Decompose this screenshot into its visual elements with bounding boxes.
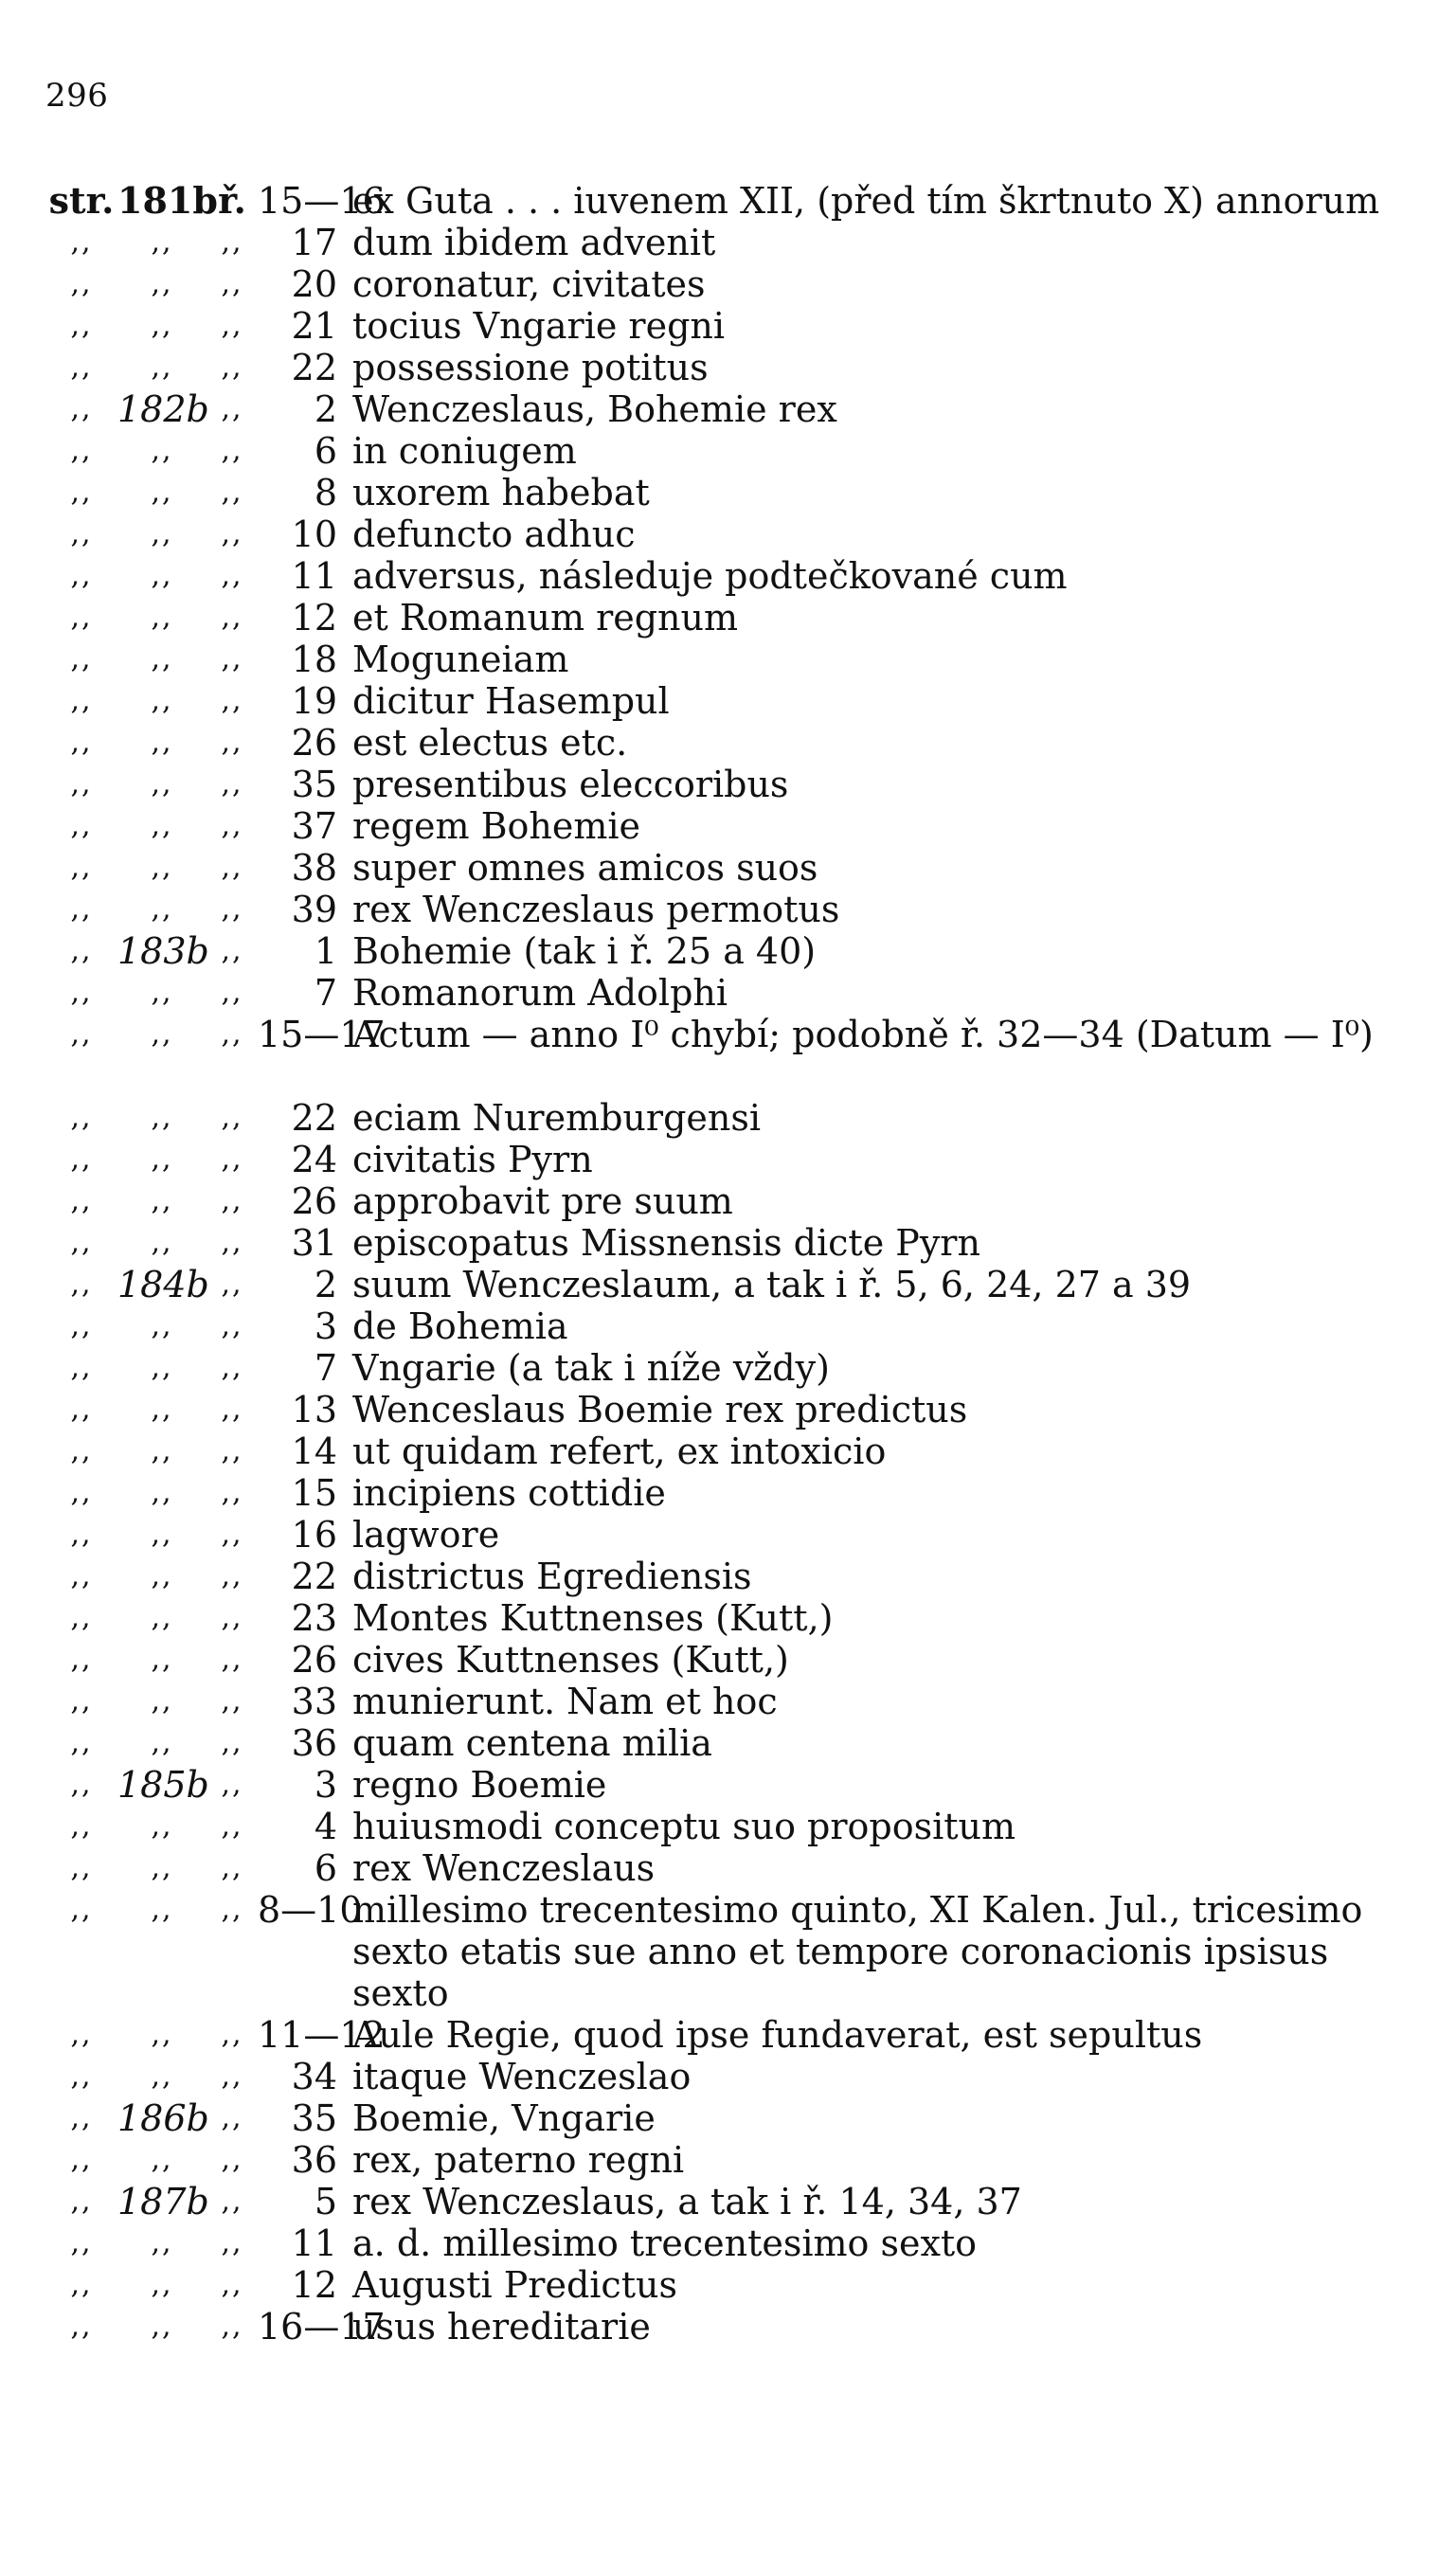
- ditto-mark: ,,: [221, 2143, 243, 2176]
- ditto-mark: ,,: [221, 726, 243, 759]
- apparatus-entry: [45, 1681, 1414, 1722]
- apparatus-entry: [45, 2097, 1414, 2139]
- apparatus-text: in coniugem: [352, 430, 577, 472]
- line-number: 2: [314, 388, 337, 430]
- apparatus-text: Actum — anno I⁰ chybí; podobně ř. 32—34 (Datum — I⁰): [352, 1014, 1374, 1055]
- line-number: 20: [291, 263, 337, 305]
- ditto-mark: ,,: [70, 1809, 93, 1843]
- ditto-mark: ,,: [221, 517, 243, 550]
- ditto-mark: ,,: [151, 1809, 173, 1843]
- apparatus-text: et Romanum regnum: [352, 597, 739, 639]
- ditto-mark: ,,: [221, 1268, 243, 1301]
- apparatus-text: Wenczeslaus, Bohemie rex: [352, 388, 837, 430]
- ditto-mark: ,,: [70, 976, 93, 1009]
- apparatus-text: rex Wenczeslaus permotus: [352, 889, 840, 930]
- apparatus-entry: [45, 347, 1414, 388]
- apparatus-text: millesimo trecentesimo quinto, XI Kalen. Jul., tricesimo sexto etatis sue anno et tempore coronacionis ipsisus sexto: [352, 1889, 1363, 2014]
- apparatus-entry: [45, 1097, 1414, 1139]
- ditto-mark: ,,: [151, 351, 173, 384]
- line-number: 7: [314, 972, 337, 1014]
- apparatus-text: Bohemie (tak i ř. 25 a 40): [352, 930, 817, 972]
- ditto-mark: ,,: [70, 851, 93, 884]
- line-number: 3: [314, 1764, 337, 1806]
- line-number: 37: [291, 805, 337, 847]
- ditto-mark: ,,: [151, 267, 173, 300]
- line-number: 2: [314, 1264, 337, 1305]
- ditto-mark: ,,: [221, 934, 243, 967]
- apparatus-entry: [45, 2264, 1414, 2306]
- folio-reference: 185b: [117, 1764, 209, 1806]
- ditto-mark: ,,: [221, 2060, 243, 2093]
- apparatus-entry: [45, 1430, 1414, 1472]
- ditto-mark: ,,: [151, 1684, 173, 1718]
- ditto-mark: ,,: [221, 1851, 243, 1884]
- ditto-mark: ,,: [221, 892, 243, 926]
- line-number: 11: [291, 555, 337, 597]
- apparatus-entry: [45, 2056, 1414, 2097]
- ditto-mark: ,,: [221, 559, 243, 592]
- apparatus-text: coronatur, civitates: [352, 263, 706, 305]
- ditto-mark: ,,: [70, 642, 93, 675]
- ditto-mark: ,,: [151, 1518, 173, 1551]
- ditto-mark: ,,: [70, 1434, 93, 1467]
- apparatus-text: usus hereditarie: [352, 2306, 651, 2348]
- line-number: 26: [291, 1639, 337, 1681]
- apparatus-text: munierunt. Nam et hoc: [352, 1681, 778, 1722]
- line-number: 38: [291, 847, 337, 889]
- ditto-mark: ,,: [221, 2018, 243, 2051]
- line-number: 36: [291, 2139, 337, 2181]
- apparatus-text: incipiens cottidie: [352, 1472, 666, 1514]
- ditto-mark: ,,: [151, 1476, 173, 1509]
- folio-reference: 184b: [117, 1264, 209, 1305]
- ditto-mark: ,,: [221, 1684, 243, 1718]
- line-abbrev: ř.: [218, 179, 246, 222]
- ditto-mark: ,,: [221, 351, 243, 384]
- apparatus-entry: [45, 680, 1414, 722]
- ditto-mark: ,,: [221, 1351, 243, 1384]
- ditto-mark: ,,: [70, 225, 93, 259]
- folio-reference: 186b: [117, 2097, 209, 2139]
- page-number: 296: [45, 77, 109, 115]
- ditto-mark: ,,: [151, 1601, 173, 1634]
- ditto-mark: ,,: [70, 434, 93, 467]
- str-reference: str.: [48, 179, 115, 222]
- ditto-mark: ,,: [221, 1017, 243, 1051]
- ditto-mark: ,,: [70, 934, 93, 967]
- ditto-mark: ,,: [151, 851, 173, 884]
- ditto-mark: ,,: [221, 976, 243, 1009]
- ditto-mark: ,,: [151, 476, 173, 509]
- ditto-mark: ,,: [70, 684, 93, 717]
- apparatus-text: uxorem habebat: [352, 472, 650, 513]
- apparatus-entry: [45, 1139, 1414, 1180]
- apparatus-text: itaque Wenczeslao: [352, 2056, 692, 2097]
- ditto-mark: ,,: [151, 2226, 173, 2259]
- ditto-mark: ,,: [70, 1684, 93, 1718]
- apparatus-entry: [45, 1639, 1414, 1681]
- ditto-mark: ,,: [70, 726, 93, 759]
- apparatus-text: rex Wenczeslaus: [352, 1847, 656, 1889]
- ditto-mark: ,,: [70, 392, 93, 425]
- ditto-mark: ,,: [221, 1768, 243, 1801]
- apparatus-entry: [45, 1347, 1414, 1389]
- ditto-mark: ,,: [70, 1601, 93, 1634]
- ditto-mark: ,,: [221, 1143, 243, 1176]
- ditto-mark: ,,: [151, 1351, 173, 1384]
- ditto-mark: ,,: [70, 517, 93, 550]
- apparatus-text: Romanorum Adolphi: [352, 972, 728, 1014]
- ditto-mark: ,,: [221, 1476, 243, 1509]
- ditto-mark: ,,: [70, 267, 93, 300]
- ditto-mark: ,,: [221, 642, 243, 675]
- ditto-mark: ,,: [70, 1143, 93, 1176]
- ditto-mark: ,,: [70, 2143, 93, 2176]
- ditto-mark: ,,: [70, 767, 93, 801]
- apparatus-text: de Bohemia: [352, 1305, 568, 1347]
- line-number: 21: [291, 305, 337, 347]
- apparatus-text: huiusmodi conceptu suo propositum: [352, 1806, 1016, 1847]
- ditto-mark: ,,: [70, 476, 93, 509]
- ditto-mark: ,,: [70, 601, 93, 634]
- apparatus-text: possessione potitus: [352, 347, 709, 388]
- apparatus-text: Boemie, Vngarie: [352, 2097, 656, 2139]
- ditto-mark: ,,: [221, 2226, 243, 2259]
- ditto-mark: ,,: [221, 309, 243, 342]
- apparatus-entry: [45, 1180, 1414, 1222]
- apparatus-entry: [45, 222, 1414, 263]
- ditto-mark: ,,: [70, 1768, 93, 1801]
- ditto-mark: ,,: [70, 309, 93, 342]
- ditto-mark: ,,: [70, 1101, 93, 1134]
- ditto-mark: ,,: [221, 2185, 243, 2218]
- apparatus-entry: [45, 722, 1414, 764]
- line-number: 1: [314, 930, 337, 972]
- ditto-mark: ,,: [151, 517, 173, 550]
- ditto-mark: ,,: [70, 2226, 93, 2259]
- apparatus-entry: [45, 1556, 1414, 1597]
- ditto-mark: ,,: [70, 1351, 93, 1384]
- ditto-mark: ,,: [151, 1851, 173, 1884]
- line-number: 15—16: [258, 180, 386, 222]
- ditto-mark: ,,: [151, 434, 173, 467]
- ditto-mark: ,,: [151, 1434, 173, 1467]
- apparatus-text: suum Wenczeslaum, a tak i ř. 5, 6, 24, 27 a 39: [352, 1264, 1192, 1305]
- apparatus-entry: [45, 305, 1414, 347]
- line-number: 6: [314, 430, 337, 472]
- line-number: 39: [291, 889, 337, 930]
- line-number: 12: [291, 2264, 337, 2306]
- ditto-mark: ,,: [221, 684, 243, 717]
- line-number: 34: [291, 2056, 337, 2097]
- ditto-mark: ,,: [70, 809, 93, 842]
- ditto-mark: ,,: [151, 892, 173, 926]
- ditto-mark: ,,: [151, 1559, 173, 1592]
- ditto-mark: ,,: [151, 2310, 173, 2343]
- line-number: 13: [291, 1389, 337, 1430]
- apparatus-text: quam centena milia: [352, 1722, 712, 1764]
- apparatus-entry: [45, 388, 1414, 430]
- apparatus-entry: [45, 1847, 1414, 1889]
- apparatus-text: adversus, následuje podtečkované cum: [352, 555, 1068, 597]
- ditto-mark: ,,: [70, 1851, 93, 1884]
- apparatus-entry: [45, 764, 1414, 805]
- line-number: 31: [291, 1222, 337, 1264]
- ditto-mark: ,,: [70, 1476, 93, 1509]
- apparatus-text: dum ibidem advenit: [352, 222, 716, 263]
- line-number: 26: [291, 1180, 337, 1222]
- line-number: 15—17: [258, 1014, 386, 1055]
- folio-reference: 182b: [117, 388, 209, 430]
- ditto-mark: ,,: [70, 1559, 93, 1592]
- line-number: 16—17: [258, 2306, 386, 2348]
- ditto-mark: ,,: [70, 1226, 93, 1259]
- line-number: 23: [291, 1597, 337, 1639]
- line-number: 35: [291, 2097, 337, 2139]
- ditto-mark: ,,: [151, 1101, 173, 1134]
- apparatus-text: civitatis Pyrn: [352, 1139, 593, 1180]
- apparatus-entry: [45, 639, 1414, 680]
- apparatus-entry: [45, 180, 1414, 222]
- apparatus-entry: [45, 1222, 1414, 1264]
- apparatus-text: episcopatus Missnensis dicte Pyrn: [352, 1222, 980, 1264]
- apparatus-entry: [45, 2139, 1414, 2181]
- apparatus-text: rex, paterno regni: [352, 2139, 685, 2181]
- ditto-mark: ,,: [221, 851, 243, 884]
- ditto-mark: ,,: [151, 1017, 173, 1051]
- ditto-mark: ,,: [151, 1226, 173, 1259]
- ditto-mark: ,,: [151, 559, 173, 592]
- apparatus-entry: [45, 889, 1414, 930]
- ditto-mark: ,,: [151, 2060, 173, 2093]
- apparatus-entry: [45, 972, 1414, 1014]
- ditto-mark: ,,: [70, 1643, 93, 1676]
- apparatus-text: lagwore: [352, 1514, 500, 1556]
- apparatus-entry: [45, 1389, 1414, 1430]
- ditto-mark: ,,: [70, 1268, 93, 1301]
- critical-apparatus-list: [45, 180, 1414, 2348]
- apparatus-entry: [45, 2306, 1414, 2348]
- ditto-mark: ,,: [70, 1518, 93, 1551]
- apparatus-entry: [45, 2222, 1414, 2264]
- ditto-mark: ,,: [221, 1643, 243, 1676]
- ditto-mark: ,,: [221, 1101, 243, 1134]
- ditto-mark: ,,: [70, 2018, 93, 2051]
- ditto-mark: ,,: [221, 225, 243, 259]
- apparatus-entry: [45, 930, 1414, 972]
- line-number: 8: [314, 472, 337, 513]
- apparatus-entry: [45, 597, 1414, 639]
- apparatus-text: Wenceslaus Boemie rex predictus: [352, 1389, 968, 1430]
- apparatus-text: Aule Regie, quod ipse fundaverat, est sepultus: [352, 2014, 1203, 2056]
- apparatus-entry: [45, 847, 1414, 889]
- ditto-mark: ,,: [221, 809, 243, 842]
- ditto-mark: ,,: [70, 2185, 93, 2218]
- ditto-mark: ,,: [151, 809, 173, 842]
- line-number: 35: [291, 764, 337, 805]
- apparatus-text: Vngarie (a tak i níže vždy): [352, 1347, 830, 1389]
- line-number: 5: [314, 2181, 337, 2222]
- apparatus-entry: [45, 555, 1414, 597]
- ditto-mark: ,,: [221, 1393, 243, 1426]
- apparatus-entry: [45, 1514, 1414, 1556]
- ditto-mark: ,,: [221, 267, 243, 300]
- ditto-mark: ,,: [70, 2268, 93, 2301]
- ditto-mark: ,,: [70, 2060, 93, 2093]
- ditto-mark: ,,: [221, 1184, 243, 1217]
- apparatus-text: Augusti Predictus: [352, 2264, 677, 2306]
- ditto-mark: ,,: [151, 2018, 173, 2051]
- ditto-mark: ,,: [221, 476, 243, 509]
- ditto-mark: ,,: [221, 1559, 243, 1592]
- ditto-mark: ,,: [221, 2310, 243, 2343]
- ditto-mark: ,,: [151, 726, 173, 759]
- ditto-mark: ,,: [221, 1309, 243, 1342]
- apparatus-text: rex Wenczeslaus, a tak i ř. 14, 34, 37: [352, 2181, 1022, 2222]
- apparatus-entry: [45, 1014, 1414, 1097]
- ditto-mark: ,,: [151, 1893, 173, 1926]
- apparatus-entry: [45, 1889, 1414, 2014]
- line-number: 18: [291, 639, 337, 680]
- apparatus-entry: [45, 1472, 1414, 1514]
- apparatus-entry: [45, 2181, 1414, 2222]
- line-number: 22: [291, 1556, 337, 1597]
- ditto-mark: ,,: [221, 1601, 243, 1634]
- line-number: 19: [291, 680, 337, 722]
- apparatus-text: Montes Kuttnenses (Kutt,): [352, 1597, 834, 1639]
- ditto-mark: ,,: [70, 1017, 93, 1051]
- apparatus-entry: [45, 1597, 1414, 1639]
- ditto-mark: ,,: [221, 2268, 243, 2301]
- apparatus-text: est electus etc.: [352, 722, 628, 764]
- apparatus-entry: [45, 805, 1414, 847]
- apparatus-text: districtus Egrediensis: [352, 1556, 752, 1597]
- ditto-mark: ,,: [151, 1184, 173, 1217]
- line-number: 16: [291, 1514, 337, 1556]
- ditto-mark: ,,: [221, 767, 243, 801]
- ditto-mark: ,,: [70, 1309, 93, 1342]
- ditto-mark: ,,: [70, 2310, 93, 2343]
- line-number: 36: [291, 1722, 337, 1764]
- apparatus-text: cives Kuttnenses (Kutt,): [352, 1639, 789, 1681]
- ditto-mark: ,,: [151, 2268, 173, 2301]
- line-number: 33: [291, 1681, 337, 1722]
- ditto-mark: ,,: [151, 767, 173, 801]
- folio-reference: 187b: [117, 2181, 209, 2222]
- ditto-mark: ,,: [151, 1393, 173, 1426]
- apparatus-entry: [45, 1722, 1414, 1764]
- ditto-mark: ,,: [70, 1893, 93, 1926]
- line-number: 3: [314, 1305, 337, 1347]
- ditto-mark: ,,: [70, 559, 93, 592]
- ditto-mark: ,,: [221, 1893, 243, 1926]
- line-number: 4: [314, 1806, 337, 1847]
- ditto-mark: ,,: [70, 2101, 93, 2134]
- apparatus-entry: [45, 472, 1414, 513]
- line-number: 11: [291, 2222, 337, 2264]
- apparatus-entry: [45, 2014, 1414, 2056]
- ditto-mark: ,,: [221, 1434, 243, 1467]
- line-number: 14: [291, 1430, 337, 1472]
- ditto-mark: ,,: [221, 601, 243, 634]
- ditto-mark: ,,: [151, 642, 173, 675]
- apparatus-text: eciam Nuremburgensi: [352, 1097, 762, 1139]
- ditto-mark: ,,: [151, 601, 173, 634]
- ditto-mark: ,,: [151, 309, 173, 342]
- ditto-mark: ,,: [70, 1393, 93, 1426]
- apparatus-text: a. d. millesimo trecentesimo sexto: [352, 2222, 978, 2264]
- line-number: 15: [291, 1472, 337, 1514]
- line-number: 10: [291, 513, 337, 555]
- apparatus-text: Moguneiam: [352, 639, 569, 680]
- ditto-mark: ,,: [70, 1184, 93, 1217]
- apparatus-text: ut quidam refert, ex intoxicio: [352, 1430, 887, 1472]
- line-number: 8—10: [258, 1889, 363, 1931]
- apparatus-text: approbavit pre suum: [352, 1180, 733, 1222]
- apparatus-text: regno Boemie: [352, 1764, 607, 1806]
- apparatus-entry: [45, 1305, 1414, 1347]
- ditto-mark: ,,: [151, 1726, 173, 1759]
- ditto-mark: ,,: [151, 225, 173, 259]
- apparatus-entry: [45, 1764, 1414, 1806]
- line-number: 24: [291, 1139, 337, 1180]
- ditto-mark: ,,: [221, 1809, 243, 1843]
- apparatus-entry: [45, 513, 1414, 555]
- ditto-mark: ,,: [221, 1726, 243, 1759]
- apparatus-text: ex Guta . . . iuvenem XII, (před tím škrtnuto X) annorum: [352, 180, 1380, 222]
- apparatus-text: presentibus eleccoribus: [352, 764, 789, 805]
- line-number: 22: [291, 347, 337, 388]
- line-number: 12: [291, 597, 337, 639]
- ditto-mark: ,,: [221, 1518, 243, 1551]
- ditto-mark: ,,: [70, 351, 93, 384]
- ditto-mark: ,,: [70, 892, 93, 926]
- line-number: 11—12: [258, 2014, 386, 2056]
- apparatus-entry: [45, 263, 1414, 305]
- apparatus-entry: [45, 430, 1414, 472]
- line-number: 26: [291, 722, 337, 764]
- ditto-mark: ,,: [151, 976, 173, 1009]
- line-number: 17: [291, 222, 337, 263]
- folio-reference: 183b: [117, 930, 209, 972]
- apparatus-entry: [45, 1806, 1414, 1847]
- ditto-mark: ,,: [221, 2101, 243, 2134]
- apparatus-text: defuncto adhuc: [352, 513, 636, 555]
- ditto-mark: ,,: [151, 1309, 173, 1342]
- line-number: 22: [291, 1097, 337, 1139]
- ditto-mark: ,,: [151, 1143, 173, 1176]
- ditto-mark: ,,: [221, 434, 243, 467]
- ditto-mark: ,,: [70, 1726, 93, 1759]
- apparatus-text: dicitur Hasempul: [352, 680, 670, 722]
- ditto-mark: ,,: [151, 684, 173, 717]
- apparatus-text: super omnes amicos suos: [352, 847, 818, 889]
- apparatus-text: tocius Vngarie regni: [352, 305, 726, 347]
- apparatus-entry: [45, 1264, 1414, 1305]
- folio-reference: 181b: [117, 179, 218, 222]
- ditto-mark: ,,: [151, 1643, 173, 1676]
- ditto-mark: ,,: [151, 2143, 173, 2176]
- ditto-mark: ,,: [221, 1226, 243, 1259]
- apparatus-text: regem Bohemie: [352, 805, 641, 847]
- line-number: 7: [314, 1347, 337, 1389]
- ditto-mark: ,,: [221, 392, 243, 425]
- line-number: 6: [314, 1847, 337, 1889]
